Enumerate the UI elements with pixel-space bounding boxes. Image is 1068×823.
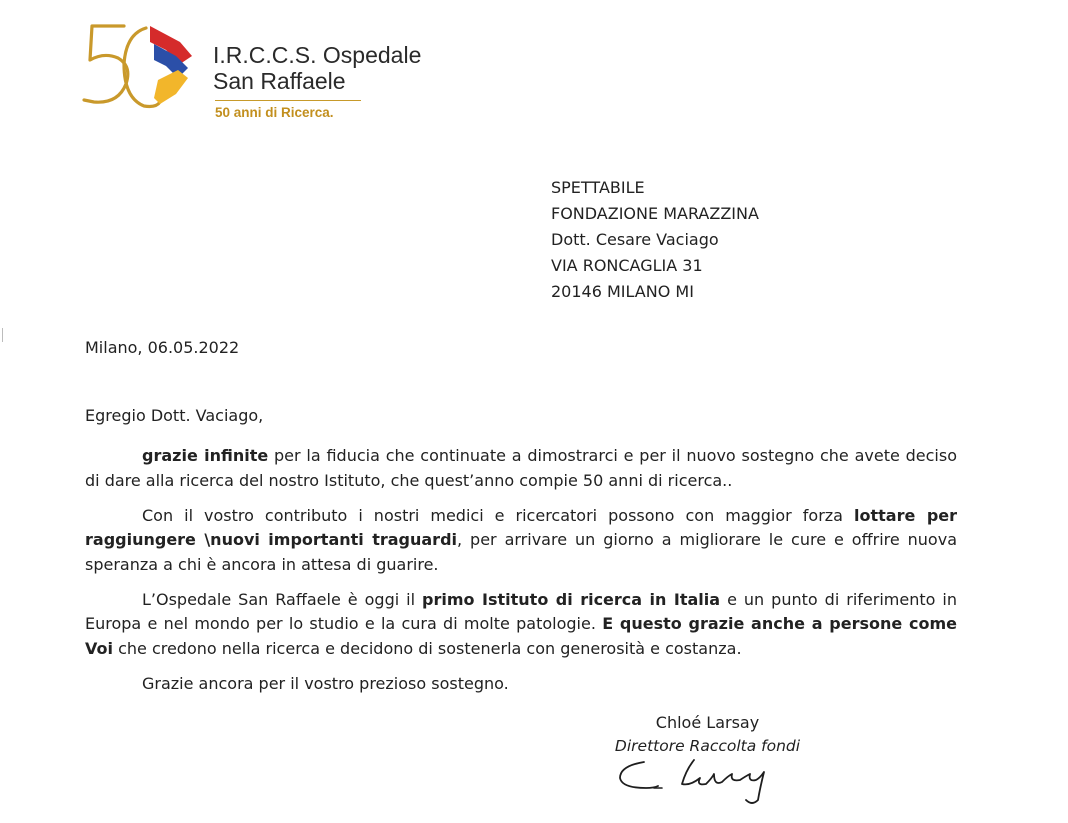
recipient-address	[551, 175, 759, 305]
san-raffaele-logo	[80, 20, 200, 112]
bold-phrase: grazie infinite	[142, 446, 269, 465]
text-run: Con il vostro contributo i nostri medici e ricercatori possono con maggior forza	[142, 505, 854, 525]
bold-phrase: lottare per raggiungere \nuovi importanti traguardi	[85, 505, 958, 549]
institute-name	[213, 42, 421, 94]
closing-line: Grazie ancora per il vostro prezioso sostegno.	[142, 673, 509, 693]
salutation: Egregio Dott. Vaciago,	[85, 406, 264, 425]
recipient-line: 20146 MILANO MI	[551, 282, 694, 301]
signer-role: Direttore Raccolta fondi	[614, 737, 801, 755]
institute-name-line1: I.R.C.C.S. Ospedale	[213, 42, 422, 68]
handwritten-signature	[610, 748, 800, 808]
bold-phrase: primo Istituto di ricerca in Italia	[422, 589, 721, 609]
body-paragraph	[85, 588, 957, 662]
recipient-line: VIA RONCAGLIA 31	[551, 256, 703, 275]
scan-edge-mark	[2, 328, 3, 342]
text-run: che credono nella ricerca e decidono di sostenerla con generosità e costanza.	[112, 638, 742, 658]
text-run: per la fiducia che continuate a dimostrarci e per il nuovo sostegno che avete deciso di dare alla ricerca del nostro Istituto, che quest’anno compie 50 anni di ricerca..	[85, 446, 957, 490]
institute-name-line2: San Raffaele	[213, 68, 346, 94]
header-divider	[215, 100, 361, 101]
text-run: e un punto di riferimento in Europa e nel mondo per lo studio e la cura di molte patologie.	[85, 589, 957, 633]
letter-date: Milano, 06.05.2022	[85, 338, 240, 357]
signer-name: Chloé Larsay	[655, 713, 760, 732]
letter-body	[85, 444, 957, 707]
recipient-line: SPETTABILE	[551, 178, 645, 197]
text-run: , per arrivare un giorno a migliorare le cure e offrire nuova speranza a chi è ancora in attesa di guarire.	[85, 530, 957, 574]
body-paragraph	[85, 504, 957, 578]
body-paragraph	[85, 444, 957, 493]
text-run: L’Ospedale San Raffaele è oggi il	[142, 589, 423, 609]
bold-phrase: E questo grazie anche a persone come Voi	[85, 614, 957, 658]
institute-tagline: 50 anni di Ricerca.	[215, 105, 334, 120]
recipient-line: Dott. Cesare Vaciago	[551, 230, 719, 249]
recipient-line: FONDAZIONE MARAZZINA	[551, 204, 759, 223]
